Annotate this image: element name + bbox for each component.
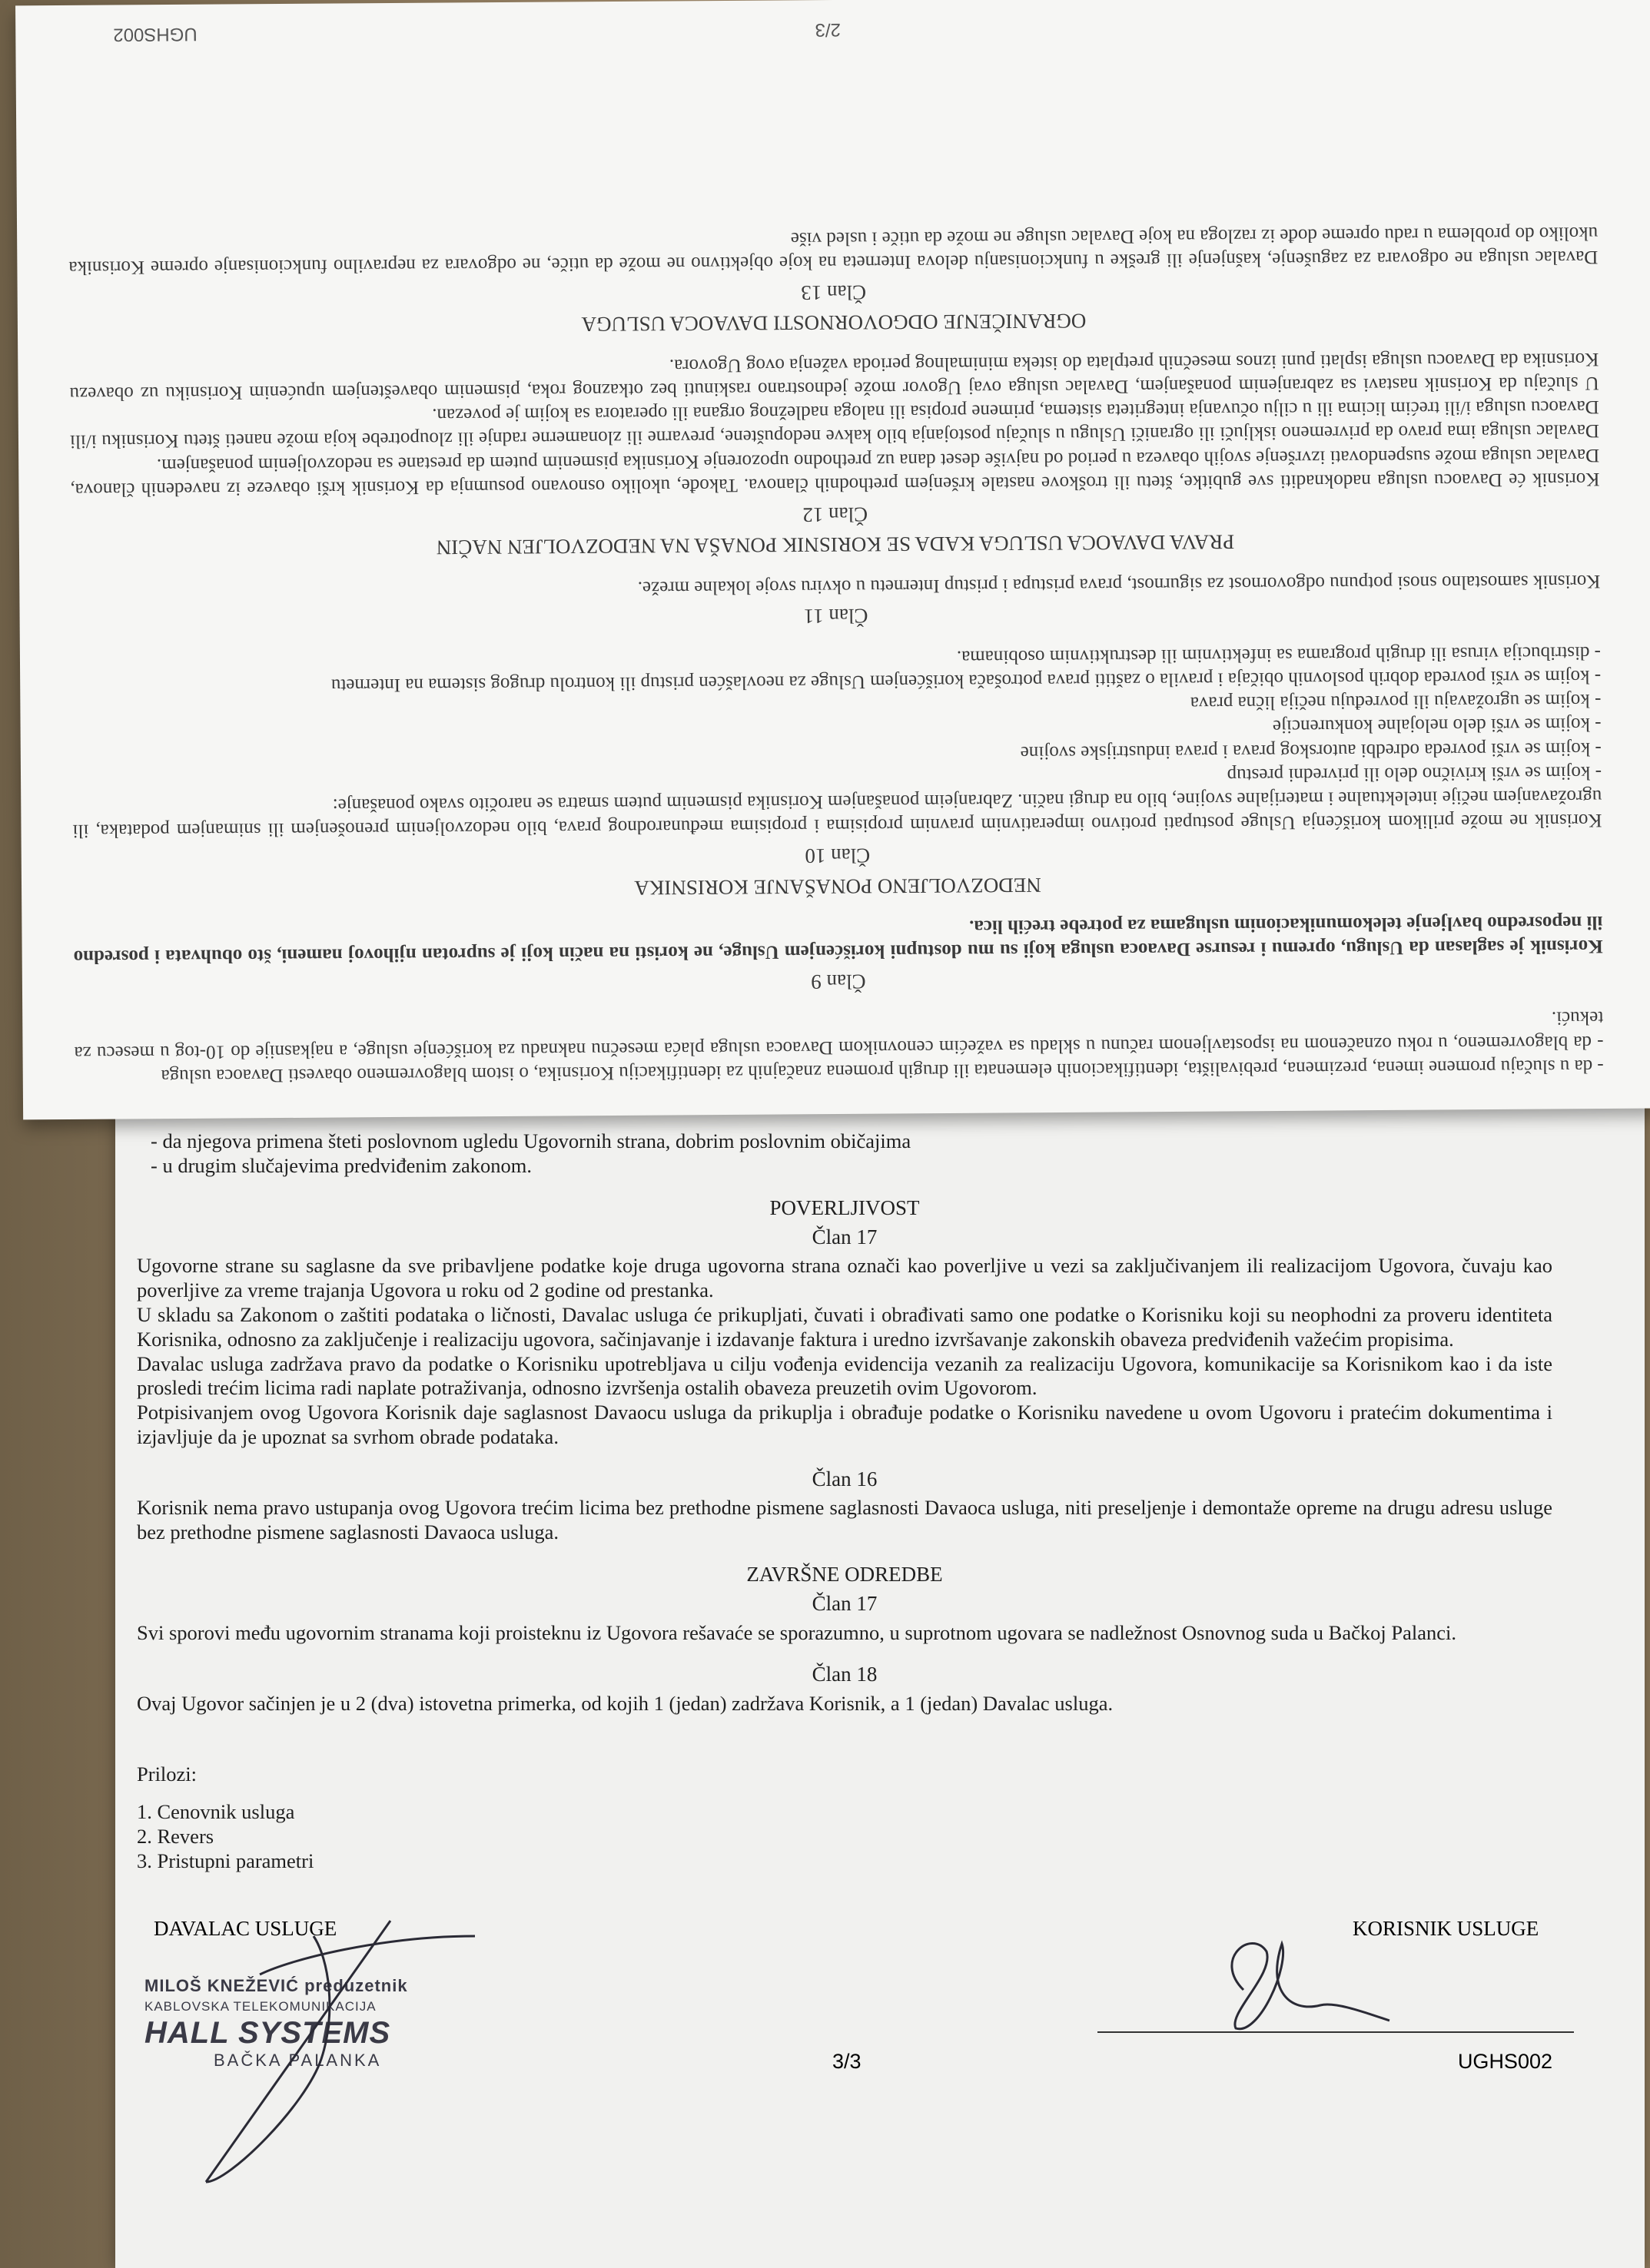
page-2-content [68,221,1604,1089]
section-title-prava: PRAVA DAVAOCA USLUGA KADA SE KORISNIK PONAŠA NA NEDOZVOLJEN NAČIN [436,530,1235,560]
paragraph: U skladu sa Zakonom o zaštiti podataka o ličnosti, Davalac usluga će prikupljati, čuvati i obrađivati samo one podatke o Korisniku koji su neophodni za proveru identiteta Korisnika, odnosno za zaključenje i realizaciju ugovora, sačinjavanje i izdavanje faktura i uredno izvršavanje zakonskih obaveza predviđenih važećim propisima. [137,1302,1552,1351]
page-2-rotated-content [15,0,1650,1119]
article-heading: Član 10 [805,844,871,868]
article-heading: Član 11 [803,605,868,628]
paragraph: Potpisivanjem ovog Ugovora Korisnik daje saglasnost Davaocu usluga da prikuplja i obrađuje podatke o Korisniku navedene u ovom Ugovoru i pratećim dokumentima i izjavljuje da je upoznat sa svrhom obrade podataka. [137,1401,1552,1448]
article-heading: Član 18 [812,1663,878,1686]
page-2-footer [113,14,1542,45]
signature-area [137,1014,1552,2268]
paragraph: Ugovorne strane su saglasne da sve pribavljene podatke koje druga ugovorna strana označi kao poverljive u vezi sa zaključivanjem ili realizacijom Ugovora, čuvaju kao poverljive za vreme trajanja Ugovora u roku od 2 godine od prestanka. [137,1254,1552,1302]
page-number: 3/3 [832,2050,862,2073]
paragraph: Svi sporovi među ugovornim stranama koji proisteknu iz Ugovora rešavaće se sporazumno, u suprotnom ugovara se nadležnost Osnovnog suda u Bačkoj Palanci. [137,1620,1456,1644]
handwritten-signatures [137,1014,1552,2268]
page-2-flipped [15,0,1650,1119]
paragraph: Davalac usluga ima pravo da privremeno isključi ili ograniči Uslugu u slučaju postojanja bilo kakve nedopuštene, prevarne ili zlonamerne radnje ili zloupotrebe koja može naneti štetu Korisniku i/ili Davaocu usluga i/ili trećim licima ili u cilju očuvanja integriteta sistema, primene propisa ili naloga nadležnog organa ili operatora sa kojim je povezan. [69,396,1600,453]
paragraph: Korisnik ne može prilikom korišćenja Usluge postupati protivno imperativnim pravnim propisima i propisima međunarodnog prava, bilo nedozvoljenim prenošenjem ili snimanjem podataka, ili ugrožavanjem nečije intelektualne i materijalne svojine, bilo na drugi način. Zabranjeim ponašanjem Korisnika pismenim putem smatra se naročito svako ponašanje: [72,786,1602,842]
list-item: - kojim se vrši povreda odredbi autorskog prava i prava industrijske svojine [1020,738,1602,764]
document-code: UGHS002 [1457,2050,1552,2073]
paragraph: Korisnik je saglasan da Uslugu, opremu i resurse Davaoca usluga koji su mu dostupni korišćenjem Usluge, ne koristi na način koji je suprotan njihovoj nameni, što obuhvata i posredno ili neposredno bavljenje telekomunikacionim uslugama za potrebe trećih lica. [73,912,1603,968]
stamp-activity: KABLOVSKA TELEKOMUNIKACIJA [144,1999,377,2014]
paragraph: Davalac usluga zadržava pravo da podatke o Korisniku upotrebljava u cilju vođenja evidencija vezanih za realizaciju Ugovora, komunikacije sa Korisnikom kao i da iste prosledi trećim licima radi naplate potraživanja, odnosno izvršenja ostalih obaveza preuzetih ovim Ugovorom. [137,1351,1552,1400]
provider-signature-label: DAVALAC USLUGE [154,1917,337,1940]
paragraph: U slučaju da Korisnik nastavi sa zabranjenim ponašanjem, Davalac usluga ovaj Ugovor može jednostrano raskinuti bez otkaznog roka, pismenim obaveštenjem upućenim Korisniku uz obavezu Korisnika da Davaocu usluga isplati puni iznos mesečnih pretplata do isteka minimalnog perioda važenja ovog Ugovora. [69,348,1599,404]
stamp-company: HALL SYSTEMS [144,2016,391,2050]
article-heading: Član 17 [812,1225,878,1248]
page-number: 2/3 [815,18,842,41]
paragraph: Korisnik samostalno snosi potpunu odgovornost za sigurnost, prava pristupa i pristup Internetu u okviru svoje lokalne mreže. [637,570,1601,598]
list-item: - da njegova primena šteti poslovnom ugledu Ugovornih strana, dobrim poslovnim običajima [151,1129,911,1152]
section-title-zavrsne: ZAVRŠNE ODREDBE [746,1562,943,1586]
list-item: 3. Pristupni parametri [137,1849,314,1872]
paragraph: Korisnik će Davaocu usluga nadoknaditi sve gubitke, štetu ili troškove nastale kršenjem prethodnih članova. Takođe, ukoliko osnovano posumnja da Korisnik krši obaveze iz navedenih članova, Davalac usluga može suspendovati izvršenje svojih obaveza u period od najviše deset dana uz prethodno upozorenje Korisnika pismenim putem da prestane sa nedozvoljenim ponašanjem. [70,444,1600,500]
list-item: - u drugim slučajevima predviđenim zakonom. [151,1153,533,1177]
document-code: UGHS002 [113,23,198,45]
article-heading: Član 13 [801,280,867,305]
list-item: - da blagovremeno, u roku označenom na ispostavljenom računu u skladu sa važećim cenovnikom Davaoca usluga plaća mesečnu naknadu za korišćenje usluge, a najkasnije do 10-tog u mesecu za tekući. [74,1007,1604,1063]
list-item: - kojim se vrši krivično delo ili privredni prestup [1227,762,1602,786]
page-3 [115,1014,1645,2268]
attachments-label: Prilozi: [137,1762,198,1786]
list-item: - kojim se ugrožavaju ili povređuju nečija lična prava [1190,690,1602,715]
list-item: 1. Cenovnik usluga [137,1800,295,1824]
list-item: - distribucija virusa ili drugih programa sa infektivnim ili destruktivnim osobinama. [956,642,1602,668]
article-heading: Član 17 [812,1592,878,1616]
paragraph: Korisnik nema pravo ustupanja ovog Ugovora trećim licima bez prethodne pismene saglasnosti Davaoca usluga, niti preseljenje i demontaže opreme na drugu adresu usluge bez prethodne pismene saglasnosti Davaoca usluga. [137,1496,1552,1544]
paragraph: Davalac usluga ne odgovara za zagušenje, kašnjenje ili greške u funkcionisanju delova Interneta na koje objektivno ne može da utiče, ne odgovara za nepravilno funkcionisanje opreme Korisnika ukoliko do problema u radu opreme dođe iz razloga na koje Davalac usluge ne može da utiče i usled više [68,222,1599,278]
paragraph: - da u slučaju promene imena, prezimena, prebivališta, identifikacionih elemenata ili drugih promena značajnih za identifikaciju Korisnika, o istom blagovremeno obavesti Davaoca usluga [161,1056,1604,1087]
list-item: - kojim se vrši delo nelojalne konkurencije [1272,714,1602,738]
stamp-owner: MILOŠ KNEŽEVIĆ preduzetnik [144,1976,408,1995]
article-heading: Član 12 [802,502,868,527]
list-item: - kojim se vrši povreda dobrih poslovnih običaja i pravila o zaštiti prava potrošača korišćenjem Usluge za neovlašćen pristup ili kontrolu drugog sistema na Internetu [330,666,1602,696]
section-title-poverljivost: POVERLJIVOST [769,1195,920,1219]
section-title-ogranicenje: OGRANIČENJE ODGOVORNOSTI DAVAOCA USLUGA [581,310,1087,337]
article-heading: Član 16 [812,1467,878,1490]
user-signature-label: KORISNIK USLUGE [1353,1917,1539,1940]
list-item: 2. Revers [137,1825,214,1849]
stamp-city: BAČKA PALANKA [214,2051,382,2070]
paragraph: Ovaj Ugovor sačinjen je u 2 (dva) istovetna primerka, od kojih 1 (jedan) zadržava Korisnik, a 1 (jedan) Davalac usluga. [137,1691,1114,1715]
section-title-nedozvoljeno: NEDOZVOLJENO PONAŠANJE KORISNIKA [634,874,1041,900]
article-heading: Član 9 [811,970,866,994]
